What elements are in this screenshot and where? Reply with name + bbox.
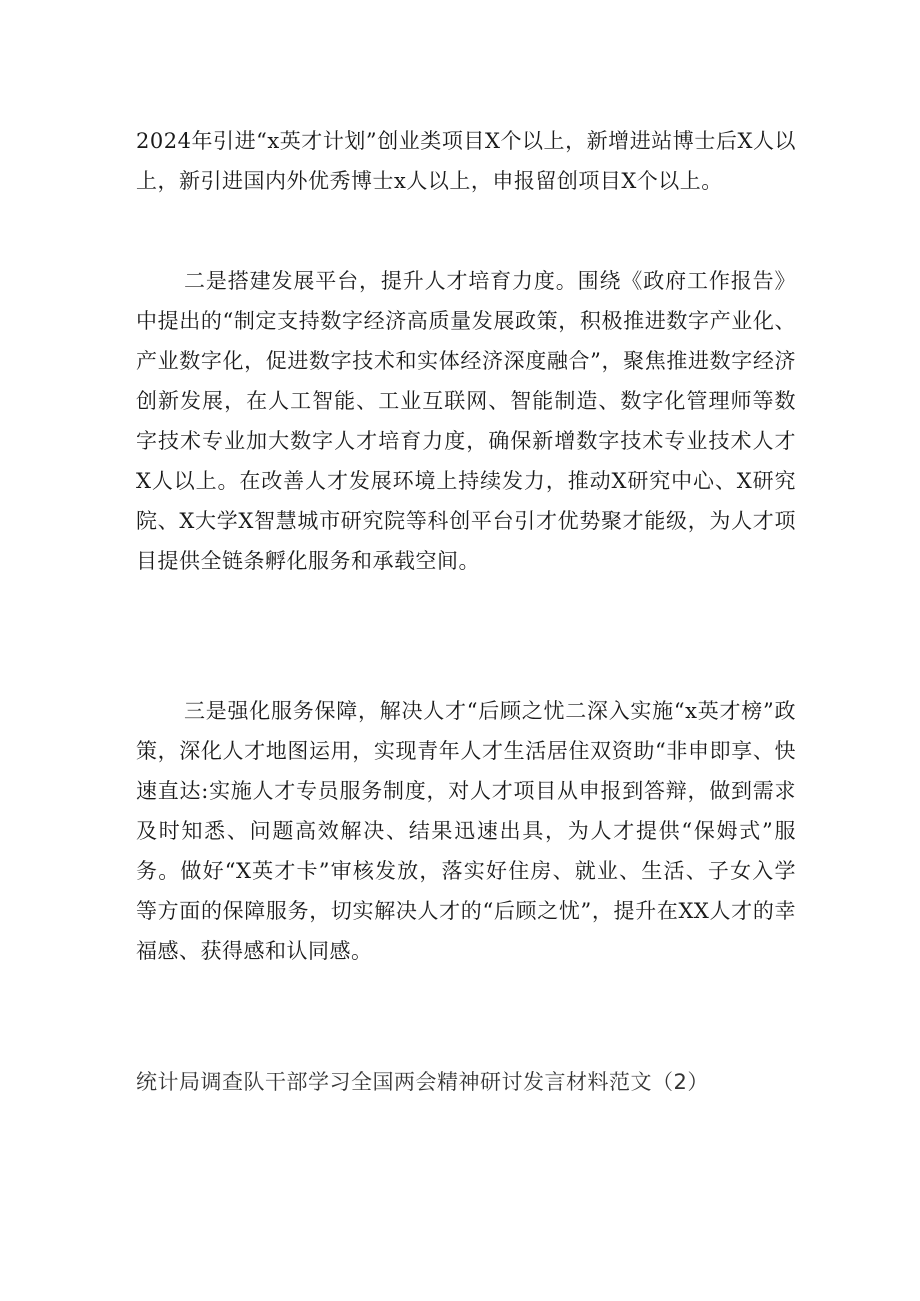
paragraph-development-platform: 二是搭建发展平台，提升人才培育力度。围绕《政府工作报告》中提出的“制定支持数字经济高质量发展政策，积极推进数字产业化、产业数字化，促进数字技术和实体经济深度融合”，聚焦推进数字经济创新发展，在人工智能、工业互联网、智能制造、数字化管理师等数字技术专业加大数字人才培育力度，确保新增数字技术专业技术人才X人以上。在改善人才发展环境上持续发力，推动X研究中心、X研究院、X大学X智慧城市研究院等科创平台引才优势聚才能级，为人才项目提供全链条孵化服务和承载空间。 [136, 269, 796, 573]
paragraph-service-guarantee: 三是强化服务保障，解决人才“后顾之忧二深入实施“x英才榜”政策，深化人才地图运用，实现青年人才生活居住双资助“非申即享、快速直达:实施人才专员服务制度，对人才项目从申报到答辩，做到需求及时知悉、问题高效解决、结果迅速出具，为人才提供“保姆式”服务。做好“X英才卡”审核发放，落实好住房、就业、生活、子女入学等方面的保障服务，切实解决人才的“后顾之忧”，提升在XX人才的幸福感、获得感和认同感。 [136, 699, 796, 963]
document-section-heading: 统计局调查队干部学习全国两会精神研讨发言材料范文（2） [136, 1070, 709, 1094]
paragraph-talent-targets: 2024年引进“x英才计划”创业类项目X个以上，新增进站博士后X人以上，新引进国内外优秀博士x人以上，申报留创项目X个以上。 [136, 129, 796, 193]
